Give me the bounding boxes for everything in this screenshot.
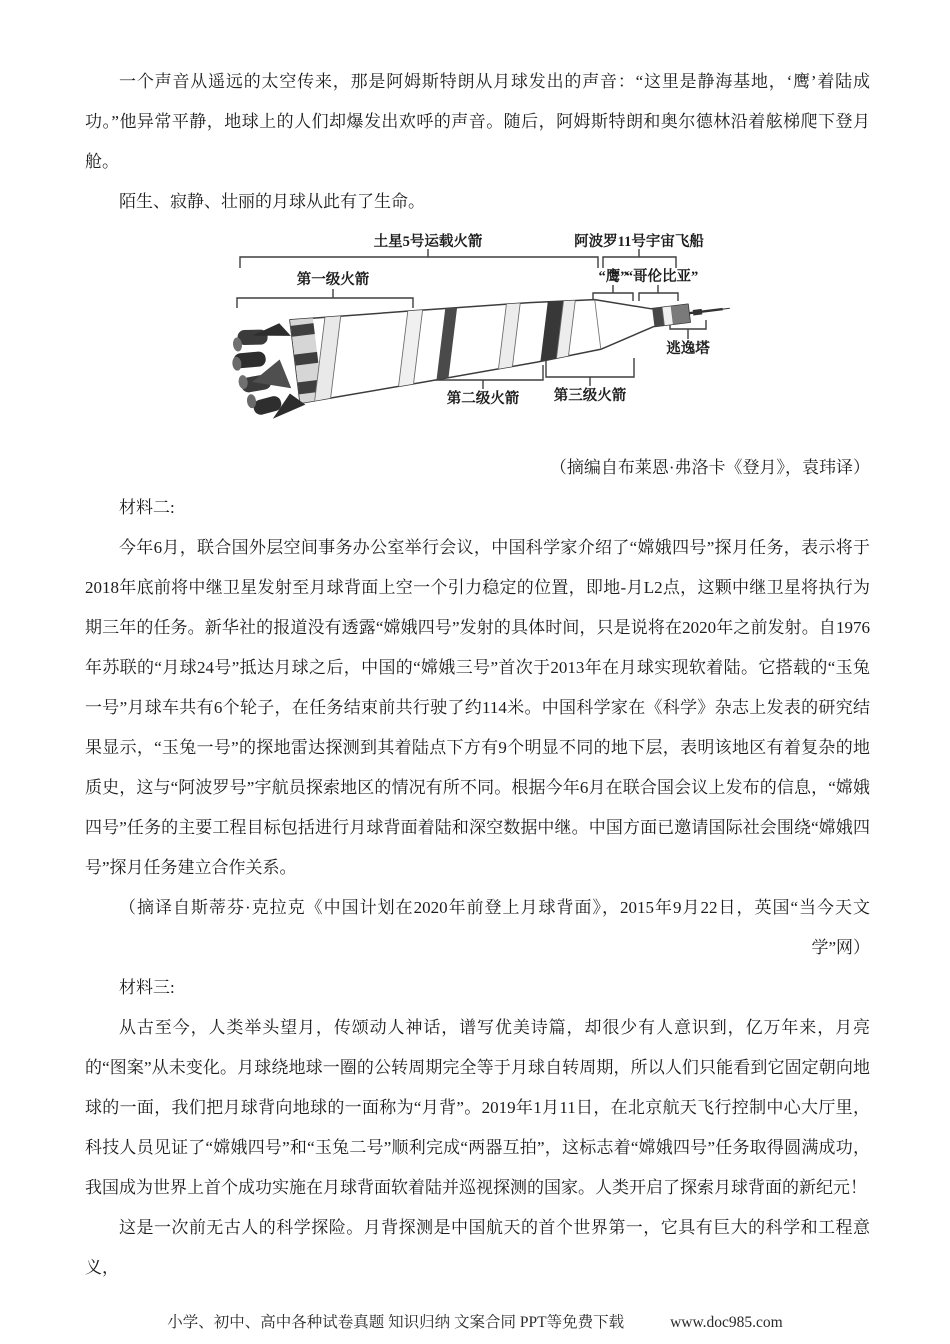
page-footer [0, 1310, 950, 1332]
rocket-diagram-svg [150, 226, 790, 448]
material2-body: 今年6月，联合国外层空间事务办公室举行会议，中国科学家介绍了“嫦娥四号”探月任务，表示将于2018年底前将中继卫星发射至月球背面上空一个引力稳定的位置，即地-月L2点，这颗中继卫星将执行为期三年的任务。新华社的报道没有透露“嫦娥四号”发射的具体时间，只是说将在2020年之前发射。自1976年苏联的“月球24号”抵达月球之后，中国的“嫦娥三号”首次于2013年在月球实现软着陆。它搭载的“玉兔一号”月球车共有6个轮子，在任务结束前共行驶了约114米。中国科学家在《科学》杂志上发表的研究结果显示，“玉兔一号”的探地雷达探测到其着陆点下方有9个明显不同的地下层，表明该地区有着复杂的地质史，这与“阿波罗号”宇航员探索地区的情况有所不同。根据今年6月在联合国会议上发布的信息，“嫦娥四号”任务的主要工程目标包括进行月球背面着陆和深空数据中继。中国方面已邀请国际社会围绕“嫦娥四号”探月任务建立合作关系。 [85, 538, 870, 877]
bracket-eagle [593, 285, 633, 301]
rocket-hull [290, 272, 694, 404]
label-first-stage: 第一级火箭 [296, 272, 370, 288]
label-saturn-v-rocket: 土星5号运载火箭 [373, 234, 483, 250]
material2-heading: 材料二: [119, 498, 175, 517]
label-eagle-module: “鹰” [598, 269, 628, 285]
escape-tower-needle [689, 305, 730, 316]
paragraph-armstrong: 一个声音从遥远的太空传来，那是阿姆斯特朗从月球发出的声音：“这里是静海基地，‘鹰’着陆成功。”他异常平静，地球上的人们却爆发出欢呼的声音。随后，阿姆斯特朗和奥尔德林沿着舷梯爬下登月舱。 [85, 72, 870, 171]
label-apollo-11-spacecraft: 阿波罗11号宇宙飞船 [574, 234, 704, 250]
attribution-material2: （摘译自斯蒂芬·克拉克《中国计划在2020年前登上月球背面》，2015年9月22日，英国“当今天文学”网） [119, 898, 870, 957]
bracket-columbia [639, 285, 678, 301]
label-third-stage: 第三级火箭 [553, 388, 627, 404]
footer-text: 小学、初中、高中各种试卷真题 知识归纳 文案合同 PPT等免费下载 [167, 1314, 625, 1331]
label-second-stage: 第二级火箭 [446, 391, 520, 407]
material3-heading: 材料三: [119, 978, 175, 997]
label-escape-tower: 逃逸塔 [666, 341, 710, 357]
label-columbia-module: “哥伦比亚” [625, 269, 699, 285]
material3-paragraph2: 这是一次前无古人的科学探险。月背探测是中国航天的首个世界第一，它具有巨大的科学和工程意义， [85, 1218, 870, 1277]
rocket-diagram [150, 226, 870, 448]
bracket-third-stage [546, 356, 634, 386]
material3-body: 从古至今，人类举头望月，传颂动人神话，谱写优美诗篇，却很少有人意识到，亿万年来，月亮的“图案”从未变化。月球绕地球一圈的公转周期完全等于月球自转周期，所以人们只能看到它固定朝向地球的一面，我们把月球背向地球的一面称为“月背”。2019年1月11日，在北京航天飞行控制中心大厅里，科技人员见证了“嫦娥四号”和“玉兔二号”顺利完成“两器互拍”，这标志着“嫦娥四号”任务取得圆满成功，我国成为世界上首个成功实施在月球背面软着陆并巡视探测的国家。人类开启了探索月球背面的新纪元！ [85, 1018, 870, 1197]
paragraph-moon-life: 陌生、寂静、壮丽的月球从此有了生命。 [119, 192, 425, 211]
bracket-apollo-11 [603, 249, 676, 268]
bracket-first-stage [237, 289, 413, 308]
footer-url: www.doc985.com [670, 1314, 783, 1331]
bracket-saturn-v [240, 249, 598, 268]
attribution-material1: （摘编自布莱恩·弗洛卡《登月》，袁玮译） [549, 458, 870, 477]
